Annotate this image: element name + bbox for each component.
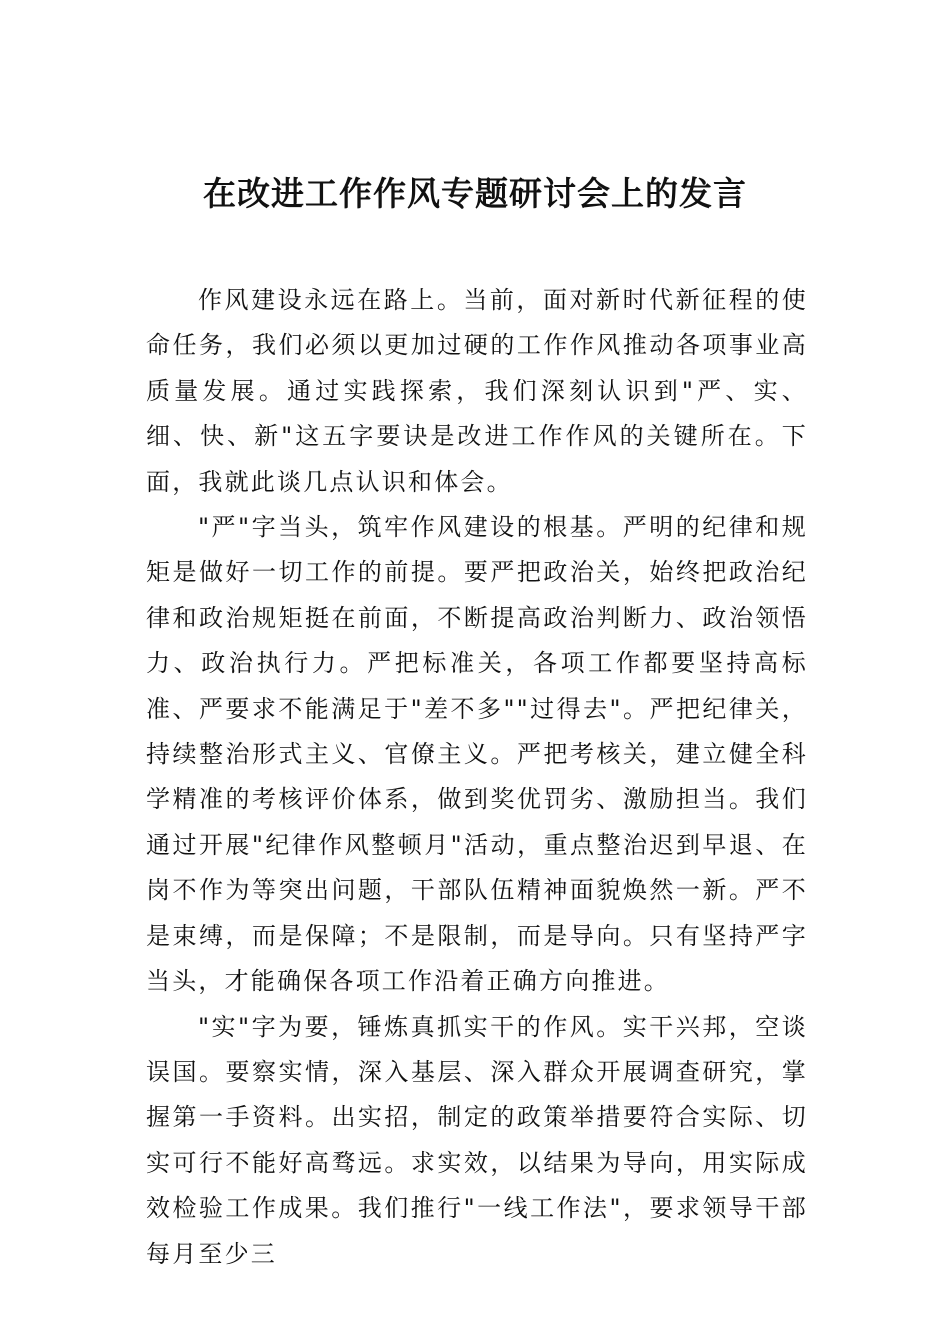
paragraph-strict: "严"字当头，筑牢作风建设的根基。严明的纪律和规矩是做好一切工作的前提。要严把政治关，始终把政治纪律和政治规矩挺在前面，不断提高政治判断力、政治领悟力、政治执行力。严把标准关，各项工作都要坚持高标准、严要求不能满足于"差不多""过得去"。严把纪律关，持续整治形式主义、官僚主义。严把考核关，建立健全科学精准的考核评价体系，做到奖优罚劣、激励担当。我们通过开展"纪律作风整顿月"活动，重点整治迟到早退、在岗不作为等突出问题，干部队伍精神面貌焕然一新。严不是束缚，而是保障；不是限制，而是导向。只有坚持严字当头，才能确保各项工作沿着正确方向推进。 (146, 513, 808, 996)
document-title: 在改进工作作风专题研讨会上的发言 (203, 174, 747, 213)
document-body (146, 278, 808, 1277)
paragraph-intro: 作风建设永远在路上。当前，面对新时代新征程的使命任务，我们必须以更加过硬的工作作风推动各项事业高质量发展。通过实践探索，我们深刻认识到"严、实、细、快、新"这五字要诀是改进工作作风的关键所在。下面，我就此谈几点认识和体会。 (146, 286, 808, 496)
paragraph-practical: "实"字为要，锤炼真抓实干的作风。实干兴邦，空谈误国。要察实情，深入基层、深入群众开展调查研究，掌握第一手资料。出实招，制定的政策举措要符合实际、切实可行不能好高骛远。求实效，以结果为导向，用实际成效检验工作成果。我们推行"一线工作法"，要求领导干部每月至少三 (146, 1012, 808, 1268)
